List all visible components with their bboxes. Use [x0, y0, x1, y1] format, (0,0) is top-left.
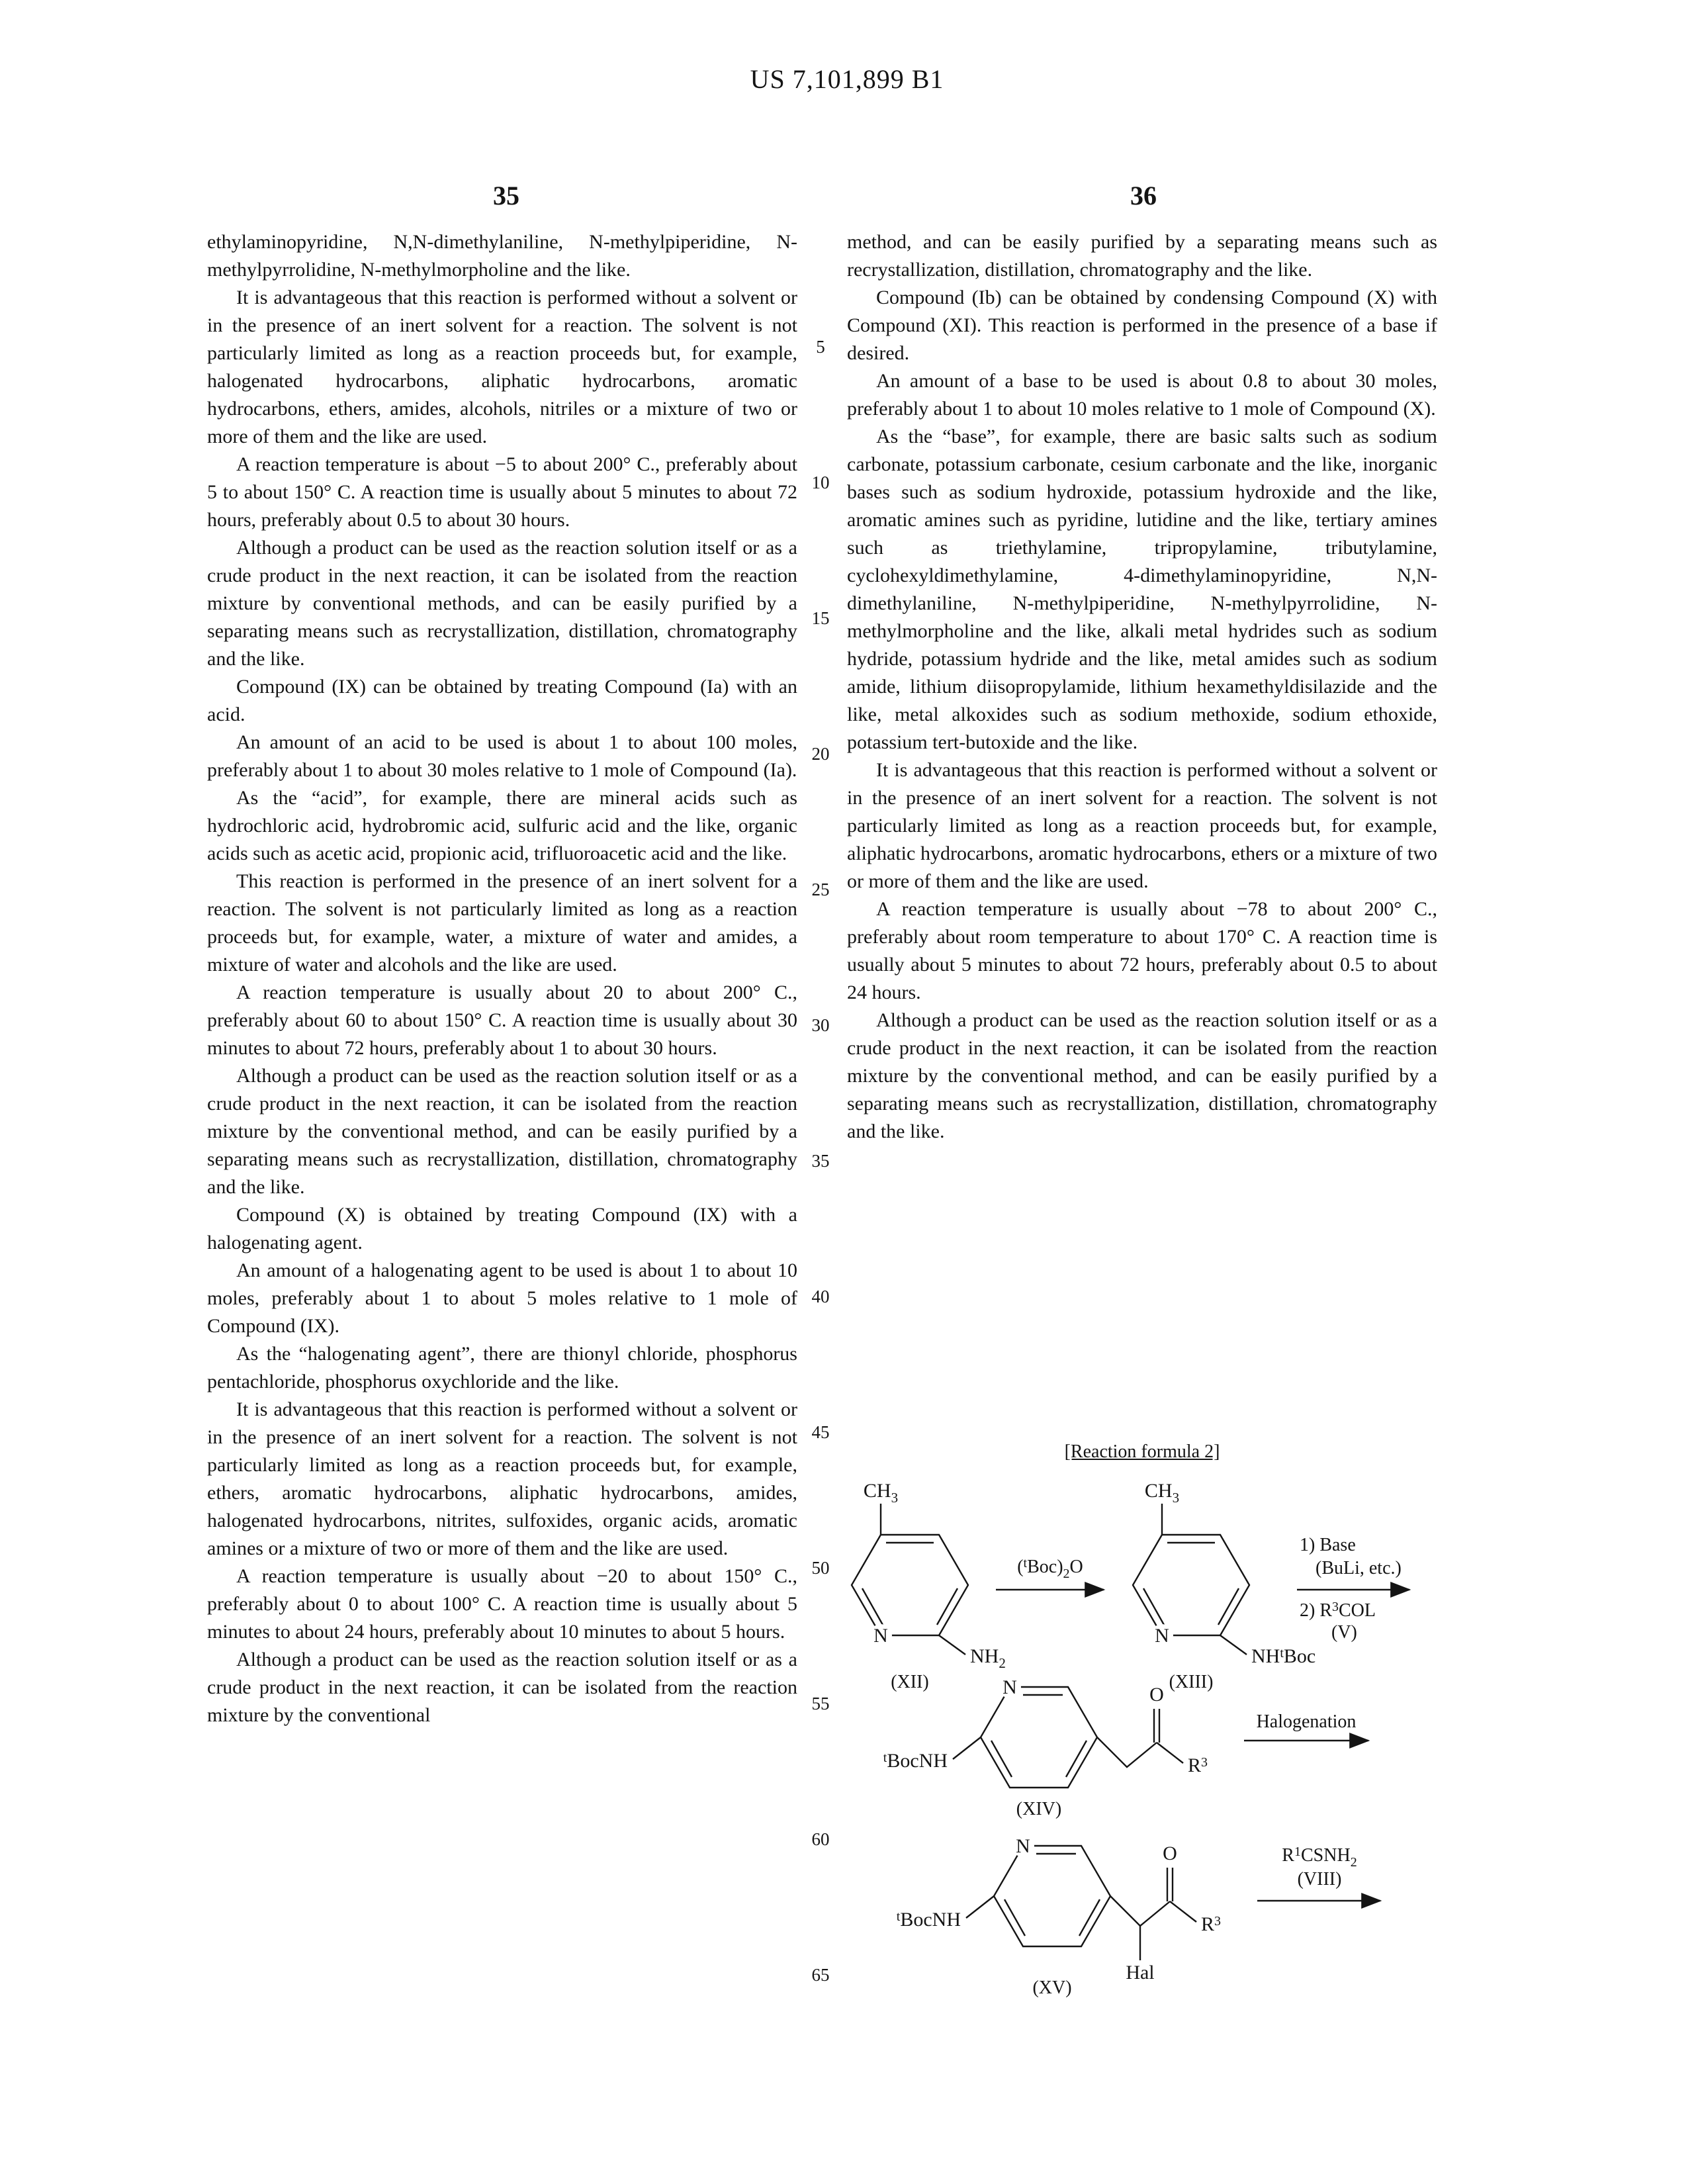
- paragraph: As the “acid”, for example, there are mineral acids such as hydrochloric acid, hydrobromic acid, sulfuric acid and the like, organic acids such as acetic acid, propionic acid, trifluoroacetic acid and the like.: [207, 787, 797, 864]
- paragraph: Although a product can be used as the reaction solution itself or as a crude product in the next reaction, it can be isolated from the reaction mixture by the conventional method, and can be easily purified by a separating means such as recrystallization, distillation, chromatography and the like.: [207, 1065, 797, 1198]
- line-number: 45: [811, 1422, 830, 1442]
- paragraph: method, and can be easily purified by a separating means such as recrystallization, distillation, chromatography and the like.: [847, 231, 1437, 281]
- structure-xii: [852, 1480, 1006, 1692]
- oxygen-label: O: [1163, 1843, 1177, 1864]
- bond: [862, 1588, 883, 1625]
- nitrogen-label: N: [873, 1625, 888, 1647]
- condition-label-r3col: 2) $R^3COL$: [1300, 1600, 1376, 1621]
- bond: [1220, 1635, 1247, 1655]
- paragraph: A reaction temperature is usually about −20 to about 150° C., preferably about 0 to about 100° C. A reaction time is usually about 5 minutes to about 24 hours, preferably about 10 minutes to about 5 hours.: [207, 1565, 797, 1643]
- nitrogen-label: N: [1016, 1835, 1030, 1857]
- bond: [991, 1741, 1012, 1777]
- bond: [937, 1588, 958, 1625]
- line-number: 60: [811, 1829, 830, 1849]
- paragraph: An amount of a base to be used is about 0.8 to about 30 moles, preferably about 1 to about 10 moles relative to 1 mole of Compound (X).: [847, 370, 1437, 420]
- patent-number-header: US 7,101,899 B1: [750, 64, 944, 94]
- paragraph: As the “base”, for example, there are basic salts such as sodium carbonate, potassium carbonate, cesium carbonate and the like, inorganic bases such as sodium hydroxide, potassium hydroxide and the like, aromatic amines such as pyridine, lutidine and the like, tertiary amines such as triethylamine, tripropylamine, tributylamine, cyclohexyldimethylamine, 4-dimethylaminopyridine, N,N-dimethylaniline, N-methylpiperidine, N-methylpyrrolidine, N-methylmorpholine and the like, alkali metal hydrides such as sodium hydride, potassium hydride and the like, metal amides such as sodium amide, lithium diisopropylamide, lithium hexamethyldisilazide and the like, metal alkoxides such as sodium methoxide, sodium ethoxide, potassium tert-butoxide and the like.: [847, 426, 1437, 753]
- paragraph: It is advantageous that this reaction is performed without a solvent or in the presence of an inert solvent for a reaction. The solvent is not particularly limited as long as a reaction proceeds but, for example, aliphatic hydrocarbons, aromatic hydrocarbons, ethers or a mixture of two or more of them and the like are used.: [847, 759, 1437, 892]
- r3-label: $R^3$: [1188, 1754, 1208, 1776]
- paragraph: As the “halogenating agent”, there are thionyl chloride, phosphorus pentachloride, phosphorus oxychloride and the like.: [207, 1343, 797, 1392]
- reagent-label-r1csnh2: $R^1CSNH_2$: [1282, 1844, 1357, 1870]
- column-number-right: 36: [1130, 181, 1157, 210]
- right-column: [847, 228, 1437, 1146]
- paragraph: It is advantageous that this reaction is performed without a solvent or in the presence of an inert solvent for a reaction. The solvent is not particularly limited as long as a reaction proceeds but, for example, halogenated hydrocarbons, aliphatic hydrocarbons, aromatic hydrocarbons, ethers, amides, alcohols, nitriles or a mixture of two or more of them and the like are used.: [207, 287, 797, 447]
- methyl-label: $CH_3$: [1144, 1480, 1180, 1506]
- condition-label-halogenation: Halogenation: [1256, 1711, 1357, 1732]
- bond: [1170, 1901, 1196, 1922]
- compound-label-xiii: (XIII): [1169, 1672, 1214, 1692]
- paragraph: An amount of an acid to be used is about 1 to about 100 moles, preferably about 1 to about 30 moles relative to 1 mole of Compound (Ia).: [207, 731, 797, 781]
- structure-xiii: [1133, 1480, 1315, 1692]
- boc-amine-label: $NH^tBoc$: [1251, 1645, 1316, 1667]
- bond: [981, 1687, 1097, 1788]
- line-number: 50: [811, 1558, 830, 1578]
- oxygen-label: O: [1149, 1684, 1164, 1706]
- bocnh-label: $^t$BocNH: [883, 1750, 948, 1772]
- bocnh-label: $^t$BocNH: [896, 1909, 961, 1931]
- bond: [1157, 1743, 1183, 1763]
- condition-label-buli: (BuLi, etc.): [1315, 1558, 1402, 1578]
- line-number: 15: [811, 608, 830, 628]
- paragraph: Compound (Ib) can be obtained by condensing Compound (X) with Compound (XI). This reaction is performed in the presence of a base if desired.: [847, 287, 1437, 364]
- bond: [953, 1737, 981, 1759]
- nitrogen-label: N: [1003, 1676, 1017, 1698]
- bond: [1143, 1588, 1164, 1625]
- line-number: 55: [811, 1694, 830, 1713]
- bond: [1110, 1896, 1170, 1926]
- line-number: 5: [816, 337, 825, 357]
- reaction-arrow-boc: [996, 1556, 1104, 1590]
- bond: [1097, 1737, 1157, 1767]
- paragraph: Compound (X) is obtained by treating Compound (IX) with a halogenating agent.: [207, 1204, 797, 1253]
- reaction-arrow-thioamide: [1257, 1844, 1380, 1901]
- bond: [1066, 1741, 1087, 1777]
- paragraph: Although a product can be used as the reaction solution itself or as a crude product in the next reaction, it can be isolated from the reaction mixture by conventional methods, and can be easily purified by a separating means such as recrystallization, distillation, chromatography and the like.: [207, 537, 797, 670]
- paragraph: ethylaminopyridine, N,N-dimethylaniline, N-methylpiperidine, N-methylpyrrolidine, N-methylmorpholine and the like.: [207, 231, 797, 281]
- bond: [939, 1635, 965, 1655]
- bond: [1218, 1588, 1239, 1625]
- reaction-arrow-halogenation: [1244, 1711, 1368, 1741]
- paragraph: An amount of a halogenating agent to be used is about 1 to about 10 moles, preferably about 1 to about 5 moles relative to 1 mole of Compound (IX).: [207, 1259, 797, 1337]
- compound-label-xv: (XV): [1032, 1978, 1072, 1998]
- line-number: 35: [811, 1151, 830, 1171]
- paragraph: A reaction temperature is usually about −78 to about 200° C., preferably about room temperature to about 170° C. A reaction time is usually about 5 minutes to about 72 hours, preferably about 0.5 to about 24 hours.: [847, 898, 1437, 1003]
- line-number: 30: [811, 1015, 830, 1035]
- paragraph: A reaction temperature is about −5 to about 200° C., preferably about 5 to about 150° C. A reaction time is usually about 5 minutes to about 72 hours, preferably about 0.5 to about 30 hours.: [207, 453, 797, 531]
- condition-label-base: 1) Base: [1300, 1535, 1356, 1555]
- paragraph: Although a product can be used as the reaction solution itself or as a crude product in the next reaction, it can be isolated from the reaction mixture by the conventional method, and can be easily purified by a separating means such as recrystallization, distillation, chromatography and the like.: [847, 1009, 1437, 1142]
- compound-label-xiv: (XIV): [1016, 1799, 1062, 1819]
- r3-label: $R^3$: [1201, 1913, 1222, 1935]
- bond: [994, 1846, 1110, 1946]
- bond: [852, 1535, 968, 1635]
- halogen-label: Hal: [1126, 1962, 1155, 1983]
- compound-label-xii: (XII): [891, 1672, 929, 1692]
- line-number: 65: [811, 1965, 830, 1985]
- structure-xv: [897, 1835, 1221, 1998]
- line-number: 20: [811, 744, 830, 764]
- bond: [966, 1896, 994, 1918]
- amine-label: $NH_2$: [970, 1645, 1006, 1671]
- bond: [1004, 1899, 1025, 1936]
- methyl-label: $CH_3$: [863, 1480, 899, 1506]
- structure-xiv: [883, 1676, 1208, 1819]
- reaction-arrow-base: [1297, 1535, 1409, 1643]
- reagent-label-viii: (VIII): [1297, 1869, 1342, 1889]
- bond: [1133, 1535, 1249, 1635]
- nitrogen-label: N: [1155, 1625, 1169, 1647]
- paragraph: This reaction is performed in the presence of an inert solvent for a reaction. The solvent is not particularly limited as long as a reaction proceeds but, for example, water, a mixture of water and amides, a mixture of water and alcohols and the like are used.: [207, 870, 797, 976]
- left-column: [207, 228, 797, 1729]
- paragraph: It is advantageous that this reaction is performed without a solvent or in the presence of an inert solvent for a reaction. The solvent is not particularly limited as long as a reaction proceeds but, for example, ethers, aromatic hydrocarbons, aliphatic hydrocarbons, amides, halogenated hydrocarbons, nitrites, sulfoxides, organic acids, aromatic amines or a mixture of two or more of them and the like are used.: [207, 1398, 797, 1559]
- line-number: 25: [811, 880, 830, 899]
- reagent-label-boc2o: $(^tBoc)_2O$: [1017, 1556, 1083, 1581]
- column-number-left: 35: [493, 181, 519, 210]
- condition-label-v: (V): [1331, 1622, 1357, 1643]
- reaction-scheme: [840, 1423, 1436, 2019]
- bond: [1079, 1899, 1100, 1936]
- paragraph: Compound (IX) can be obtained by treating Compound (Ia) with an acid.: [207, 676, 797, 725]
- reaction-formula-title: [Reaction formula 2]: [1064, 1441, 1220, 1462]
- line-number: 40: [811, 1287, 830, 1306]
- line-number: 10: [811, 473, 830, 492]
- paragraph: A reaction temperature is usually about 20 to about 200° C., preferably about 60 to about 150° C. A reaction time is usually about 30 minutes to about 72 hours, preferably about 1 to about 30 hours.: [207, 981, 797, 1059]
- paragraph: Although a product can be used as the reaction solution itself or as a crude product in the next reaction, it can be isolated from the reaction mixture by the conventional: [207, 1649, 797, 1726]
